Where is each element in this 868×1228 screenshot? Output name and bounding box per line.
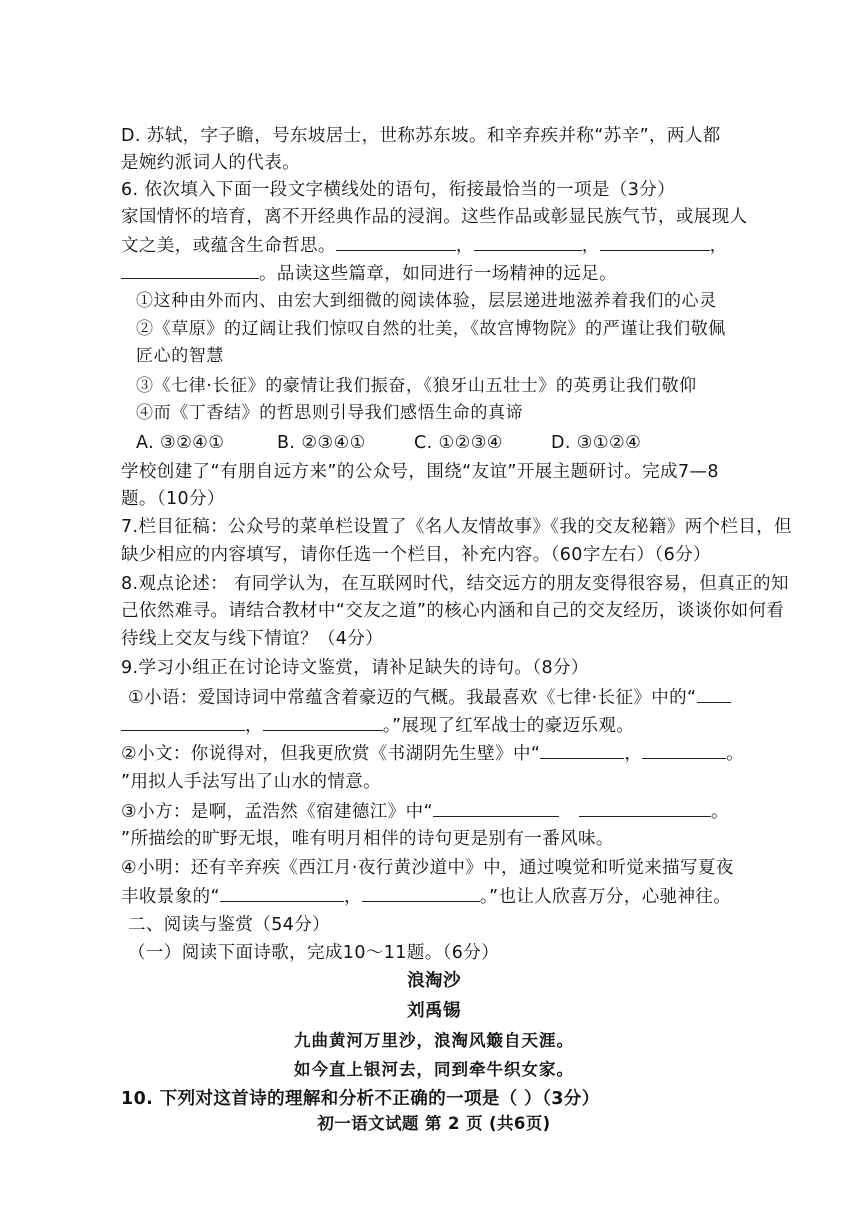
question-6-text-3	[121, 261, 617, 286]
answer-blank[interactable]	[540, 741, 624, 759]
question-6-item-2-cont: 匠心的智慧	[136, 346, 224, 366]
separator: 。	[726, 744, 745, 764]
choice-a[interactable]: A. ③②④①	[136, 433, 225, 453]
question-6-item-2: ②《草原》的辽阔让我们惊叹自然的壮美，《故宫博物院》的严谨让我们敬佩	[136, 319, 726, 339]
text: 。”展现了红军战士的豪迈乐观。	[382, 716, 635, 736]
answer-blank[interactable]	[263, 713, 383, 731]
page-footer: 初一语文试题 第 2 页 (共6页)	[317, 1114, 551, 1133]
question-6-stem: 6. 依次填入下面一段文字横线处的语句，衔接最恰当的一项是（3分）	[121, 180, 676, 200]
question-6-item-1: ①这种由外而内、由宏大到细微的阅读体验，层层递进地滋养着我们的心灵	[136, 291, 717, 311]
text: 。”也让人欣喜万分，心驰神往。	[479, 887, 732, 907]
poem-line-2: 如今直上银河去，同到牵牛织女家。	[294, 1060, 574, 1079]
question-9-item-3	[121, 799, 729, 824]
question-9-stem: 9.学习小组正在讨论诗文鉴赏，请补足缺失的诗句。（8分）	[121, 658, 589, 678]
separator: ，	[455, 236, 474, 256]
poem-line-1: 九曲黄河万里沙，浪淘风簸自天涯。	[294, 1031, 574, 1050]
poem-author: 刘禹锡	[407, 1001, 461, 1021]
question-9-item-4: ④小明：还有辛弃疾《西江月·夜行黄沙道中》中，通过嗅觉和听觉来描写夏夜	[121, 858, 734, 878]
question-10: 10. 下列对这首诗的理解和分析不正确的一项是（ ）（3分）	[121, 1089, 600, 1109]
separator: ，	[624, 744, 643, 764]
section-2-1-heading: （一）阅读下面诗歌，完成10～11题。（6分）	[128, 943, 500, 963]
intro-line-1: 学校创建了“有朋自远方来”的公众号，围绕“友谊”开展主题研讨。完成7—8	[121, 462, 719, 482]
question-7-line-2: 缺少相应的内容填写，请你任选一个栏目，补充内容。（60字左右）（6分）	[121, 545, 711, 565]
separator: 。	[710, 802, 729, 822]
text: 丰收景象的“	[121, 887, 220, 907]
section-2-heading: 二、阅读与鉴赏（54分）	[128, 915, 331, 935]
answer-blank[interactable]	[697, 685, 731, 703]
text: ②小文：你说得对，但我更欣赏《书湖阴先生壁》中“	[121, 744, 541, 764]
answer-blank[interactable]	[579, 799, 711, 817]
d-option-line-2: 是婉约派词人的代表。	[121, 153, 300, 173]
choice-d[interactable]: D. ③①②④	[551, 433, 642, 453]
answer-blank[interactable]	[433, 799, 559, 817]
separator: ，	[709, 236, 728, 256]
answer-blank[interactable]	[474, 233, 582, 251]
question-6-item-4: ④而《丁香结》的哲思则引导我们感悟生命的真谛	[136, 403, 524, 423]
poem-title: 浪淘沙	[407, 971, 461, 991]
choice-c[interactable]: C. ①②③④	[414, 433, 503, 453]
text: ③小方：是啊，孟浩然《宿建德江》中“	[121, 802, 433, 822]
answer-blank[interactable]	[336, 233, 456, 251]
separator: ，	[245, 716, 263, 736]
answer-blank[interactable]	[600, 233, 710, 251]
answer-blank[interactable]	[362, 884, 480, 902]
question-9-item-4-cont	[121, 884, 731, 909]
choice-b[interactable]: B. ②③④①	[277, 433, 366, 453]
question-9-item-2-cont: ”用拟人手法写出了山水的情意。	[121, 772, 382, 792]
question-6-item-3: ③《七律·长征》的豪情让我们振奋，《狼牙山五壮士》的英勇让我们敬仰	[136, 376, 697, 396]
text: 。品读这些篇章，如同进行一场精神的远足。	[259, 264, 617, 284]
separator: ，	[343, 887, 362, 907]
question-9-item-2	[121, 741, 744, 766]
question-7-line-1: 7.栏目征稿：公众号的菜单栏设置了《名人友情故事》《我的交友秘籍》两个栏目，但	[121, 517, 793, 537]
intro-line-2: 题。（10分）	[121, 489, 225, 509]
d-option-line-1: D. 苏轼，字子瞻，号东坡居士，世称苏东坡。和辛弃疾并称“苏辛”，两人都	[121, 126, 721, 146]
question-9-item-1-cont	[121, 713, 634, 738]
answer-blank[interactable]	[121, 261, 259, 279]
answer-blank[interactable]	[642, 741, 726, 759]
gap	[559, 800, 579, 817]
text: 文之美，或蕴含生命哲思。	[121, 236, 336, 256]
text: ①小语：爱国诗词中常蕴含着豪迈的气概。我最喜欢《七律·长征》中的“	[128, 688, 697, 708]
question-9-item-1	[128, 685, 731, 710]
question-6-text-1: 家国情怀的培育，离不开经典作品的浸润。这些作品或彰显民族气节，或展现人	[121, 207, 748, 227]
question-8-line-3: 待线上交友与线下情谊？（4分）	[121, 629, 384, 649]
question-8-line-2: 己依然难寻。请结合教材中“交友之道”的核心内涵和自己的交友经历，谈谈你如何看	[121, 601, 785, 621]
separator: ，	[581, 236, 600, 256]
question-8-line-1: 8.观点论述： 有同学认为，在互联网时代，结交远方的朋友变得很容易，但真正的知	[121, 574, 789, 594]
answer-blank[interactable]	[220, 884, 344, 902]
question-9-item-3-cont: ”所描绘的旷野无垠，唯有明月相伴的诗句更是别有一番风味。	[121, 829, 614, 849]
answer-blank[interactable]	[121, 713, 245, 731]
question-6-text-2	[121, 233, 728, 258]
